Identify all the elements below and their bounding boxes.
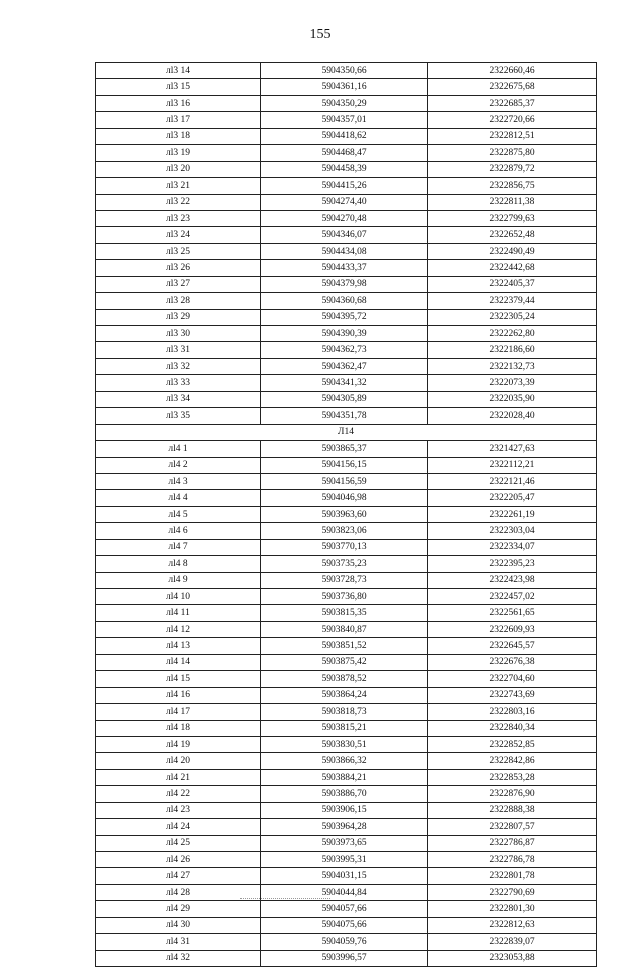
y-coordinate-cell: 2322720,66	[428, 112, 597, 128]
table-row	[96, 95, 597, 111]
x-coordinate-cell: 5903815,35	[261, 605, 428, 621]
x-coordinate-cell: 5904057,66	[261, 901, 428, 917]
y-coordinate-cell: 2322786,78	[428, 852, 597, 868]
point-id-cell: лl4 16	[96, 687, 261, 703]
x-coordinate-cell: 5903886,70	[261, 786, 428, 802]
y-coordinate-cell: 2322442,68	[428, 260, 597, 276]
y-coordinate-cell: 2322423,98	[428, 572, 597, 588]
table-row	[96, 358, 597, 374]
x-coordinate-cell: 5904350,66	[261, 63, 428, 79]
table-row	[96, 868, 597, 884]
point-id-cell: лl4 2	[96, 457, 261, 473]
x-coordinate-cell: 5903728,73	[261, 572, 428, 588]
x-coordinate-cell: 5903736,80	[261, 589, 428, 605]
footer-scan-mark	[240, 898, 330, 900]
table-row	[96, 736, 597, 752]
x-coordinate-cell: 5904361,16	[261, 79, 428, 95]
table-row	[96, 769, 597, 785]
x-coordinate-cell: 5903830,51	[261, 736, 428, 752]
point-id-cell: лl4 8	[96, 556, 261, 572]
y-coordinate-cell: 2322303,04	[428, 523, 597, 539]
section-header-row	[96, 424, 597, 440]
x-coordinate-cell: 5903973,65	[261, 835, 428, 851]
table-row	[96, 539, 597, 555]
point-id-cell: лl4 23	[96, 802, 261, 818]
point-id-cell: лl4 24	[96, 819, 261, 835]
table-row	[96, 720, 597, 736]
y-coordinate-cell: 2322856,75	[428, 178, 597, 194]
point-id-cell: лl4 7	[96, 539, 261, 555]
table-row	[96, 408, 597, 424]
table-row	[96, 293, 597, 309]
point-id-cell: лl4 11	[96, 605, 261, 621]
y-coordinate-cell: 2322028,40	[428, 408, 597, 424]
x-coordinate-cell: 5903884,21	[261, 769, 428, 785]
y-coordinate-cell: 2322801,30	[428, 901, 597, 917]
x-coordinate-cell: 5904341,32	[261, 375, 428, 391]
table-row	[96, 802, 597, 818]
point-id-cell: лl3 35	[96, 408, 261, 424]
x-coordinate-cell: 5904418,62	[261, 128, 428, 144]
point-id-cell: лl3 16	[96, 95, 261, 111]
x-coordinate-cell: 5904075,66	[261, 917, 428, 933]
point-id-cell: лl3 32	[96, 358, 261, 374]
table-row	[96, 654, 597, 670]
y-coordinate-cell: 2322840,34	[428, 720, 597, 736]
table-row	[96, 457, 597, 473]
y-coordinate-cell: 2322811,38	[428, 194, 597, 210]
y-coordinate-cell: 2322457,02	[428, 589, 597, 605]
table-row	[96, 589, 597, 605]
table-row	[96, 753, 597, 769]
y-coordinate-cell: 2322395,23	[428, 556, 597, 572]
x-coordinate-cell: 5904433,37	[261, 260, 428, 276]
y-coordinate-cell: 2322803,16	[428, 704, 597, 720]
y-coordinate-cell: 2322132,73	[428, 358, 597, 374]
table-row	[96, 260, 597, 276]
x-coordinate-cell: 5904274,40	[261, 194, 428, 210]
y-coordinate-cell: 2322875,80	[428, 145, 597, 161]
x-coordinate-cell: 5904044,84	[261, 884, 428, 900]
table-row	[96, 523, 597, 539]
y-coordinate-cell: 2322801,78	[428, 868, 597, 884]
point-id-cell: лl3 28	[96, 293, 261, 309]
point-id-cell: лl3 20	[96, 161, 261, 177]
x-coordinate-cell: 5904362,73	[261, 342, 428, 358]
x-coordinate-cell: 5903866,32	[261, 753, 428, 769]
y-coordinate-cell: 2322660,46	[428, 63, 597, 79]
y-coordinate-cell: 2322112,21	[428, 457, 597, 473]
y-coordinate-cell: 2322812,63	[428, 917, 597, 933]
x-coordinate-cell: 5903875,42	[261, 654, 428, 670]
x-coordinate-cell: 5904046,98	[261, 490, 428, 506]
point-id-cell: лl3 15	[96, 79, 261, 95]
x-coordinate-cell: 5903770,13	[261, 539, 428, 555]
x-coordinate-cell: 5904357,01	[261, 112, 428, 128]
y-coordinate-cell: 2322405,37	[428, 276, 597, 292]
y-coordinate-cell: 2322799,63	[428, 210, 597, 226]
point-id-cell: лl4 14	[96, 654, 261, 670]
point-id-cell: лl4 29	[96, 901, 261, 917]
point-id-cell: лl4 4	[96, 490, 261, 506]
x-coordinate-cell: 5904305,89	[261, 391, 428, 407]
y-coordinate-cell: 2323053,88	[428, 950, 597, 966]
y-coordinate-cell: 2322786,87	[428, 835, 597, 851]
x-coordinate-cell: 5904270,48	[261, 210, 428, 226]
y-coordinate-cell: 2322842,86	[428, 753, 597, 769]
table-row	[96, 473, 597, 489]
y-coordinate-cell: 2322561,65	[428, 605, 597, 621]
table-row	[96, 161, 597, 177]
x-coordinate-cell: 5903906,15	[261, 802, 428, 818]
point-id-cell: лl4 32	[96, 950, 261, 966]
table-row	[96, 326, 597, 342]
table-row	[96, 441, 597, 457]
y-coordinate-cell: 2322035,90	[428, 391, 597, 407]
point-id-cell: лl4 18	[96, 720, 261, 736]
table-row	[96, 309, 597, 325]
table-row	[96, 621, 597, 637]
x-coordinate-cell: 5904350,29	[261, 95, 428, 111]
table-row	[96, 934, 597, 950]
point-id-cell: лl3 34	[96, 391, 261, 407]
table-row	[96, 194, 597, 210]
x-coordinate-cell: 5903840,87	[261, 621, 428, 637]
y-coordinate-cell: 2322262,80	[428, 326, 597, 342]
point-id-cell: лl4 5	[96, 506, 261, 522]
y-coordinate-cell: 2322807,57	[428, 819, 597, 835]
table-row	[96, 63, 597, 79]
point-id-cell: лl4 1	[96, 441, 261, 457]
x-coordinate-cell: 5903815,21	[261, 720, 428, 736]
point-id-cell: лl4 22	[96, 786, 261, 802]
table-row	[96, 210, 597, 226]
point-id-cell: лl4 25	[96, 835, 261, 851]
x-coordinate-cell: 5904458,39	[261, 161, 428, 177]
table-row	[96, 178, 597, 194]
point-id-cell: лl4 15	[96, 671, 261, 687]
x-coordinate-cell: 5904360,68	[261, 293, 428, 309]
y-coordinate-cell: 2322379,44	[428, 293, 597, 309]
point-id-cell: лl3 19	[96, 145, 261, 161]
section-title: Л14	[96, 424, 597, 440]
y-coordinate-cell: 2322704,60	[428, 671, 597, 687]
table-row	[96, 852, 597, 868]
y-coordinate-cell: 2322852,85	[428, 736, 597, 752]
table-row	[96, 227, 597, 243]
y-coordinate-cell: 2322790,69	[428, 884, 597, 900]
y-coordinate-cell: 2322609,93	[428, 621, 597, 637]
table-row	[96, 671, 597, 687]
point-id-cell: лl4 26	[96, 852, 261, 868]
x-coordinate-cell: 5904156,59	[261, 473, 428, 489]
point-id-cell: лl4 9	[96, 572, 261, 588]
point-id-cell: лl3 17	[96, 112, 261, 128]
y-coordinate-cell: 2322073,39	[428, 375, 597, 391]
point-id-cell: лl4 13	[96, 638, 261, 654]
y-coordinate-cell: 2322652,48	[428, 227, 597, 243]
point-id-cell: лl4 19	[96, 736, 261, 752]
x-coordinate-cell: 5904468,47	[261, 145, 428, 161]
table-row	[96, 704, 597, 720]
y-coordinate-cell: 2322121,46	[428, 473, 597, 489]
point-id-cell: лl3 31	[96, 342, 261, 358]
table-row	[96, 884, 597, 900]
point-id-cell: лl3 27	[96, 276, 261, 292]
table-row	[96, 506, 597, 522]
x-coordinate-cell: 5904379,98	[261, 276, 428, 292]
x-coordinate-cell: 5904415,26	[261, 178, 428, 194]
x-coordinate-cell: 5903963,60	[261, 506, 428, 522]
x-coordinate-cell: 5903878,52	[261, 671, 428, 687]
y-coordinate-cell: 2322685,37	[428, 95, 597, 111]
y-coordinate-cell: 2322743,69	[428, 687, 597, 703]
table-row	[96, 917, 597, 933]
table-row	[96, 79, 597, 95]
point-id-cell: лl3 23	[96, 210, 261, 226]
table-row	[96, 638, 597, 654]
point-id-cell: лl4 30	[96, 917, 261, 933]
y-coordinate-cell: 2322676,38	[428, 654, 597, 670]
y-coordinate-cell: 2322812,51	[428, 128, 597, 144]
table-row	[96, 391, 597, 407]
point-id-cell: лl4 31	[96, 934, 261, 950]
y-coordinate-cell: 2322853,28	[428, 769, 597, 785]
x-coordinate-cell: 5904059,76	[261, 934, 428, 950]
point-id-cell: лl3 18	[96, 128, 261, 144]
x-coordinate-cell: 5904362,47	[261, 358, 428, 374]
x-coordinate-cell: 5904351,78	[261, 408, 428, 424]
x-coordinate-cell: 5903864,24	[261, 687, 428, 703]
table-row	[96, 572, 597, 588]
point-id-cell: лl3 21	[96, 178, 261, 194]
table-row	[96, 145, 597, 161]
x-coordinate-cell: 5903851,52	[261, 638, 428, 654]
x-coordinate-cell: 5903996,57	[261, 950, 428, 966]
section-header-body	[96, 424, 597, 440]
x-coordinate-cell: 5903995,31	[261, 852, 428, 868]
point-id-cell: лl4 10	[96, 589, 261, 605]
table-body-l13	[96, 63, 597, 425]
table-row	[96, 950, 597, 966]
point-id-cell: лl4 20	[96, 753, 261, 769]
y-coordinate-cell: 2322490,49	[428, 243, 597, 259]
y-coordinate-cell: 2322334,07	[428, 539, 597, 555]
x-coordinate-cell: 5903735,23	[261, 556, 428, 572]
y-coordinate-cell: 2322305,24	[428, 309, 597, 325]
x-coordinate-cell: 5904031,15	[261, 868, 428, 884]
table-row	[96, 375, 597, 391]
table-row	[96, 243, 597, 259]
table-row	[96, 786, 597, 802]
point-id-cell: лl4 21	[96, 769, 261, 785]
point-id-cell: лl3 25	[96, 243, 261, 259]
coordinates-table	[95, 62, 597, 967]
table-row	[96, 835, 597, 851]
point-id-cell: лl3 33	[96, 375, 261, 391]
point-id-cell: лl4 28	[96, 884, 261, 900]
x-coordinate-cell: 5904346,07	[261, 227, 428, 243]
point-id-cell: лl3 30	[96, 326, 261, 342]
page-number: 155	[309, 27, 331, 42]
x-coordinate-cell: 5903964,28	[261, 819, 428, 835]
table-row	[96, 490, 597, 506]
point-id-cell: лl3 24	[96, 227, 261, 243]
table-row	[96, 819, 597, 835]
x-coordinate-cell: 5903823,06	[261, 523, 428, 539]
x-coordinate-cell: 5903865,37	[261, 441, 428, 457]
x-coordinate-cell: 5904395,72	[261, 309, 428, 325]
y-coordinate-cell: 2322205,47	[428, 490, 597, 506]
x-coordinate-cell: 5903818,73	[261, 704, 428, 720]
y-coordinate-cell: 2322879,72	[428, 161, 597, 177]
y-coordinate-cell: 2322675,68	[428, 79, 597, 95]
x-coordinate-cell: 5904390,39	[261, 326, 428, 342]
y-coordinate-cell: 2322888,38	[428, 802, 597, 818]
table-row	[96, 605, 597, 621]
point-id-cell: лl3 26	[96, 260, 261, 276]
y-coordinate-cell: 2322645,57	[428, 638, 597, 654]
y-coordinate-cell: 2322839,07	[428, 934, 597, 950]
point-id-cell: лl3 29	[96, 309, 261, 325]
table-row	[96, 128, 597, 144]
table-row	[96, 687, 597, 703]
y-coordinate-cell: 2322876,90	[428, 786, 597, 802]
x-coordinate-cell: 5904434,08	[261, 243, 428, 259]
y-coordinate-cell: 2322186,60	[428, 342, 597, 358]
point-id-cell: лl4 12	[96, 621, 261, 637]
point-id-cell: лl4 3	[96, 473, 261, 489]
point-id-cell: лl4 17	[96, 704, 261, 720]
x-coordinate-cell: 5904156,15	[261, 457, 428, 473]
point-id-cell: лl4 27	[96, 868, 261, 884]
point-id-cell: лl4 6	[96, 523, 261, 539]
table-row	[96, 342, 597, 358]
table-row	[96, 901, 597, 917]
y-coordinate-cell: 2321427,63	[428, 441, 597, 457]
table-row	[96, 276, 597, 292]
y-coordinate-cell: 2322261,19	[428, 506, 597, 522]
table-row	[96, 112, 597, 128]
table-row	[96, 556, 597, 572]
point-id-cell: лl3 14	[96, 63, 261, 79]
point-id-cell: лl3 22	[96, 194, 261, 210]
table-body-l14	[96, 441, 597, 967]
